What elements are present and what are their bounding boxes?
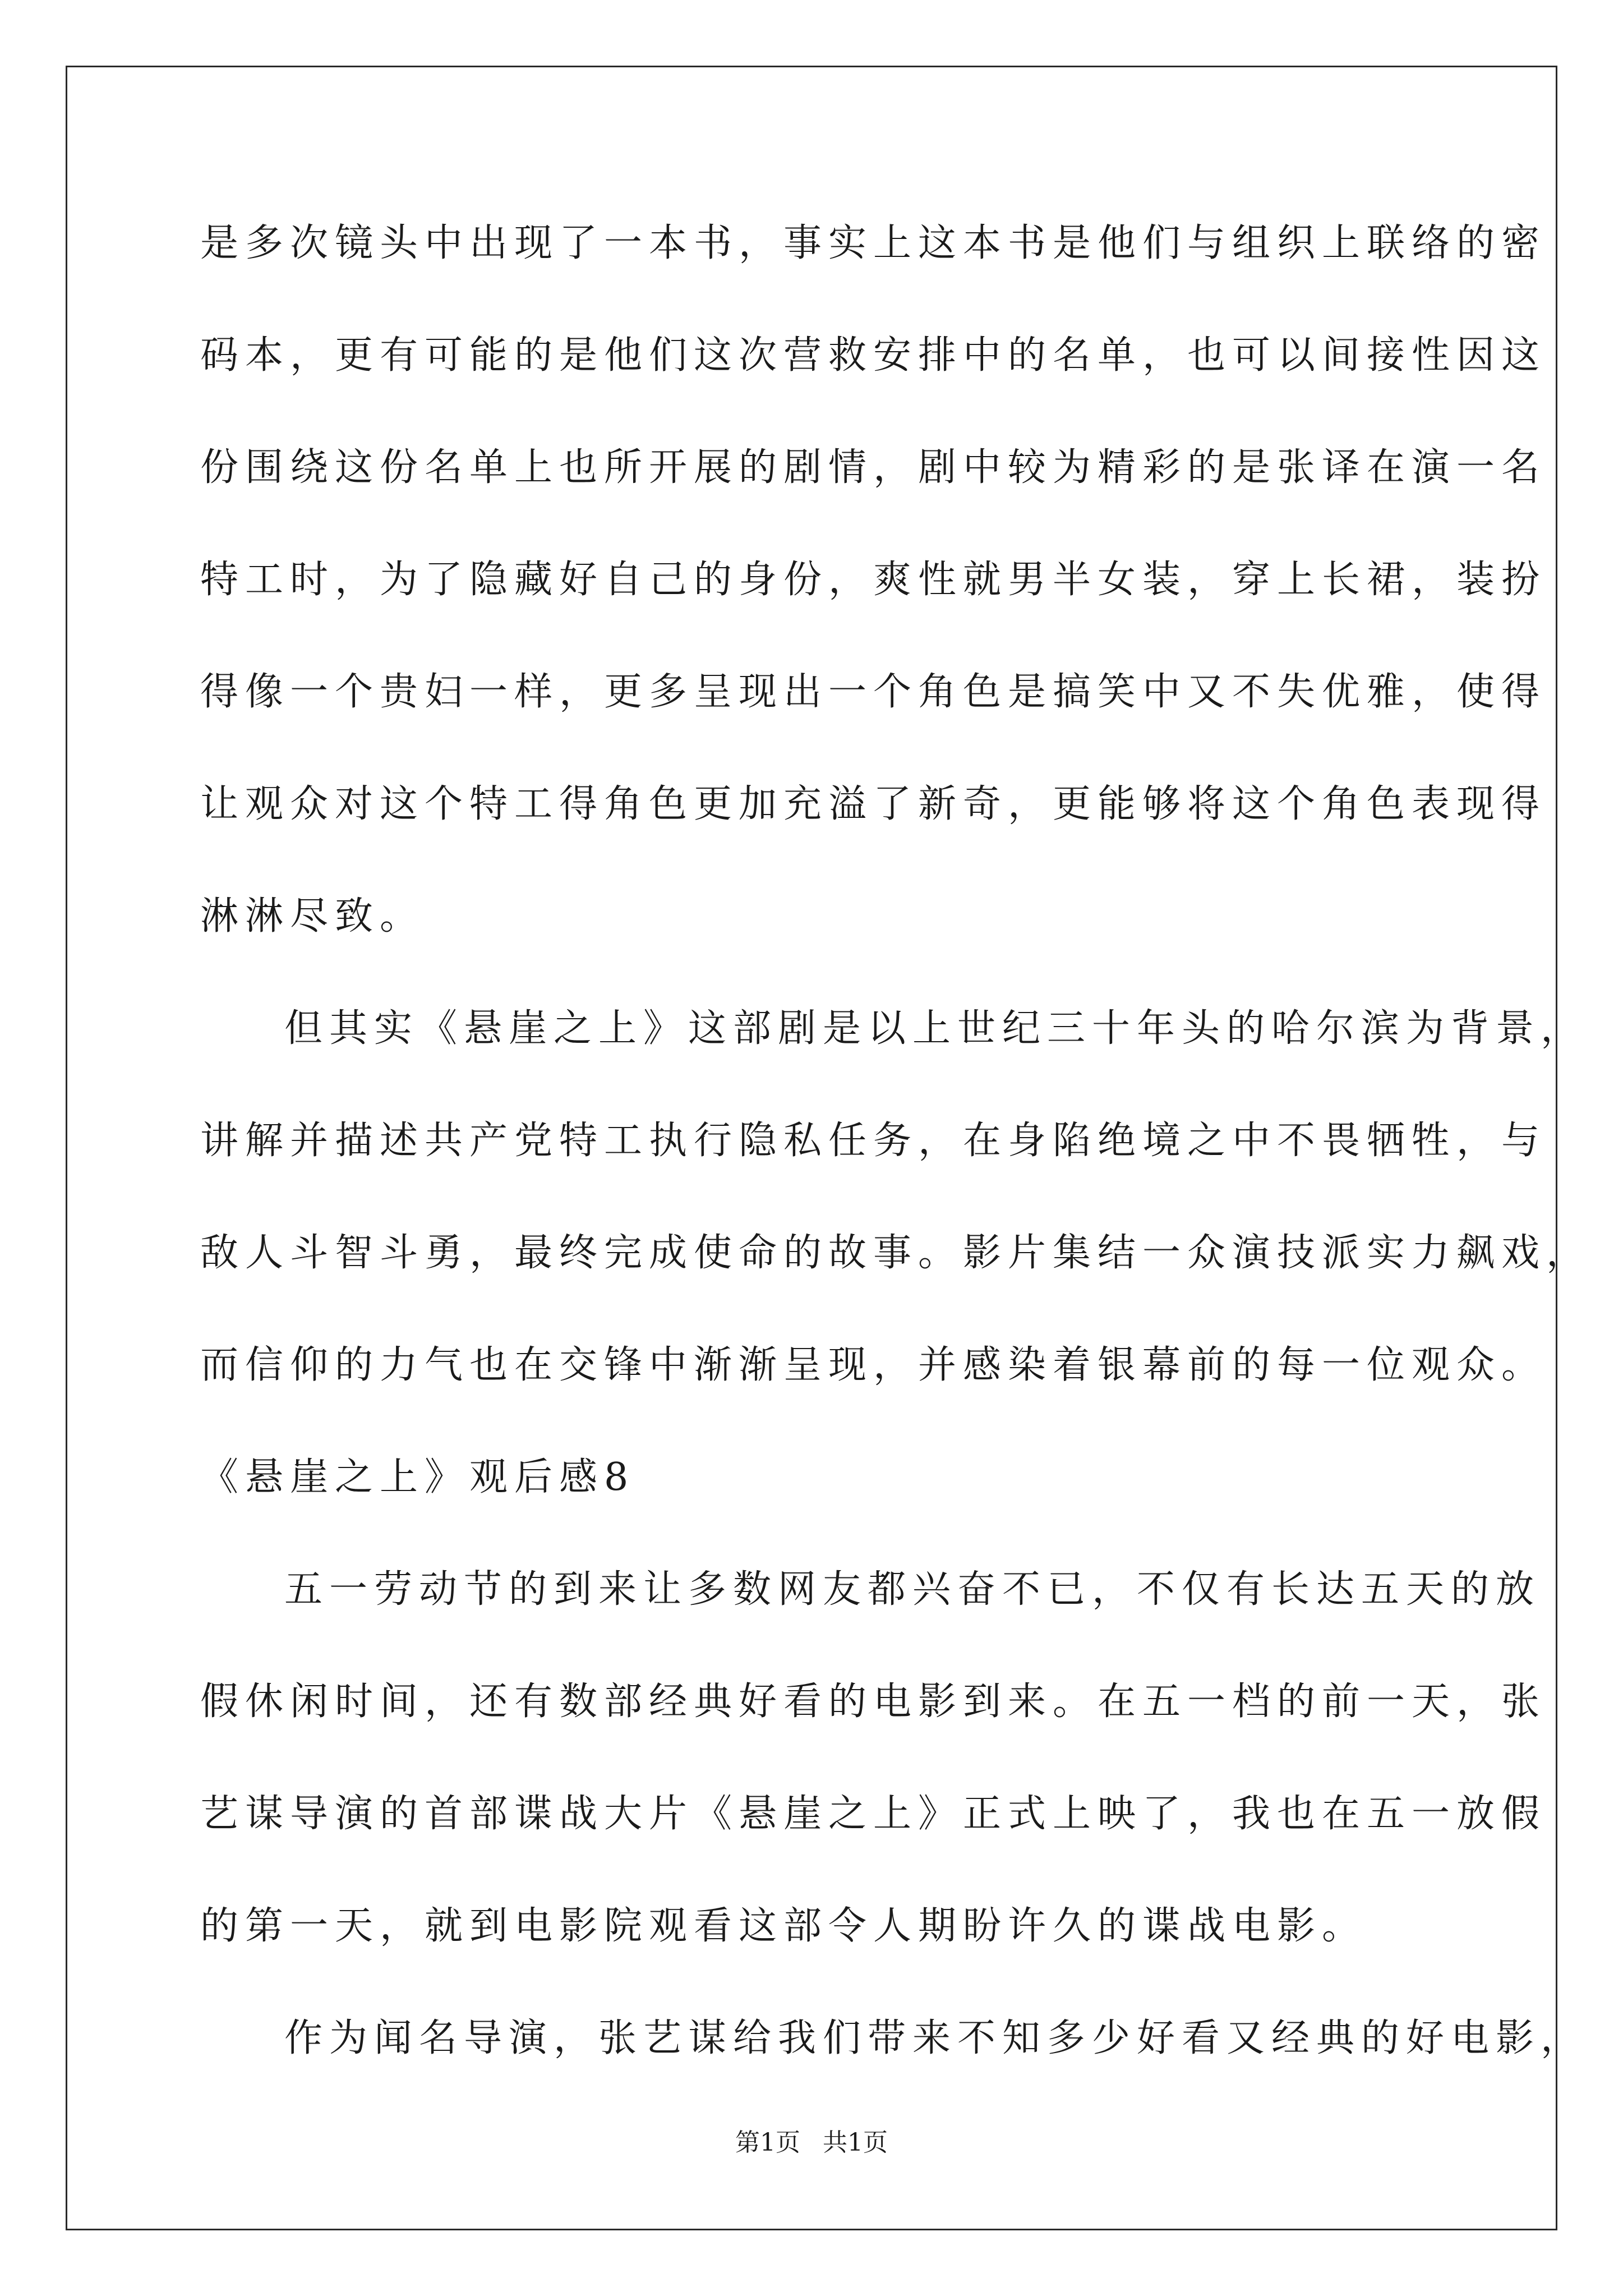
text-line: 五一劳动节的到来让多数网友都兴奋不已，不仅有长达五天的放 [284,1567,1541,1612]
document-body [200,215,1592,2123]
text-line: 而信仰的力气也在交锋中渐渐呈现，并感染着银幕前的每一位观众。 [200,1343,1547,1387]
text-line: 是多次镜头中出现了一本书，事实上这本书是他们与组织上联络的密 [200,221,1547,265]
text-line: 作为闻名导演，张艺谋给我们带来不知多少好看又经典的好电影， [284,2016,1586,2060]
text-line: 敌人斗智斗勇，最终完成使命的故事。影片集结一众演技派实力飙戏， [200,1231,1592,1275]
text-line: 码本，更有可能的是他们这次营救安排中的名单，也可以间接性因这 [200,333,1547,378]
page-footer [0,2126,1623,2160]
text-line: 份围绕这份名单上也所开展的剧情，剧中较为精彩的是张译在演一名 [200,445,1547,490]
text-line: 讲解并描述共产党特工执行隐私任务，在身陷绝境之中不畏牺牲，与 [200,1119,1547,1163]
page-total: 共1页 [823,2128,888,2157]
text-line: 的第一天，就到电影院观看这部令人期盼许久的谍战电影。 [200,1904,1367,1948]
text-line: 艺谋导演的首部谍战大片《悬崖之上》正式上映了，我也在五一放假 [200,1792,1547,1836]
text-line: 让观众对这个特工得角色更加充溢了新奇，更能够将这个角色表现得 [200,782,1547,826]
text-line: 特工时，为了隐藏好自己的身份，爽性就男半女装，穿上长裙，装扮 [200,558,1547,602]
text-line: 假休闲时间，还有数部经典好看的电影到来。在五一档的前一天，张 [200,1680,1547,1724]
section-heading: 《悬崖之上》观后感8 [200,1455,635,1499]
page-number: 第1页 [735,2128,800,2157]
text-line: 得像一个贵妇一样，更多呈现出一个角色是搞笑中又不失优雅，使得 [200,670,1547,714]
text-line: 淋淋尽致。 [200,894,425,938]
text-line: 但其实《悬崖之上》这部剧是以上世纪三十年头的哈尔滨为背景， [284,1006,1586,1051]
